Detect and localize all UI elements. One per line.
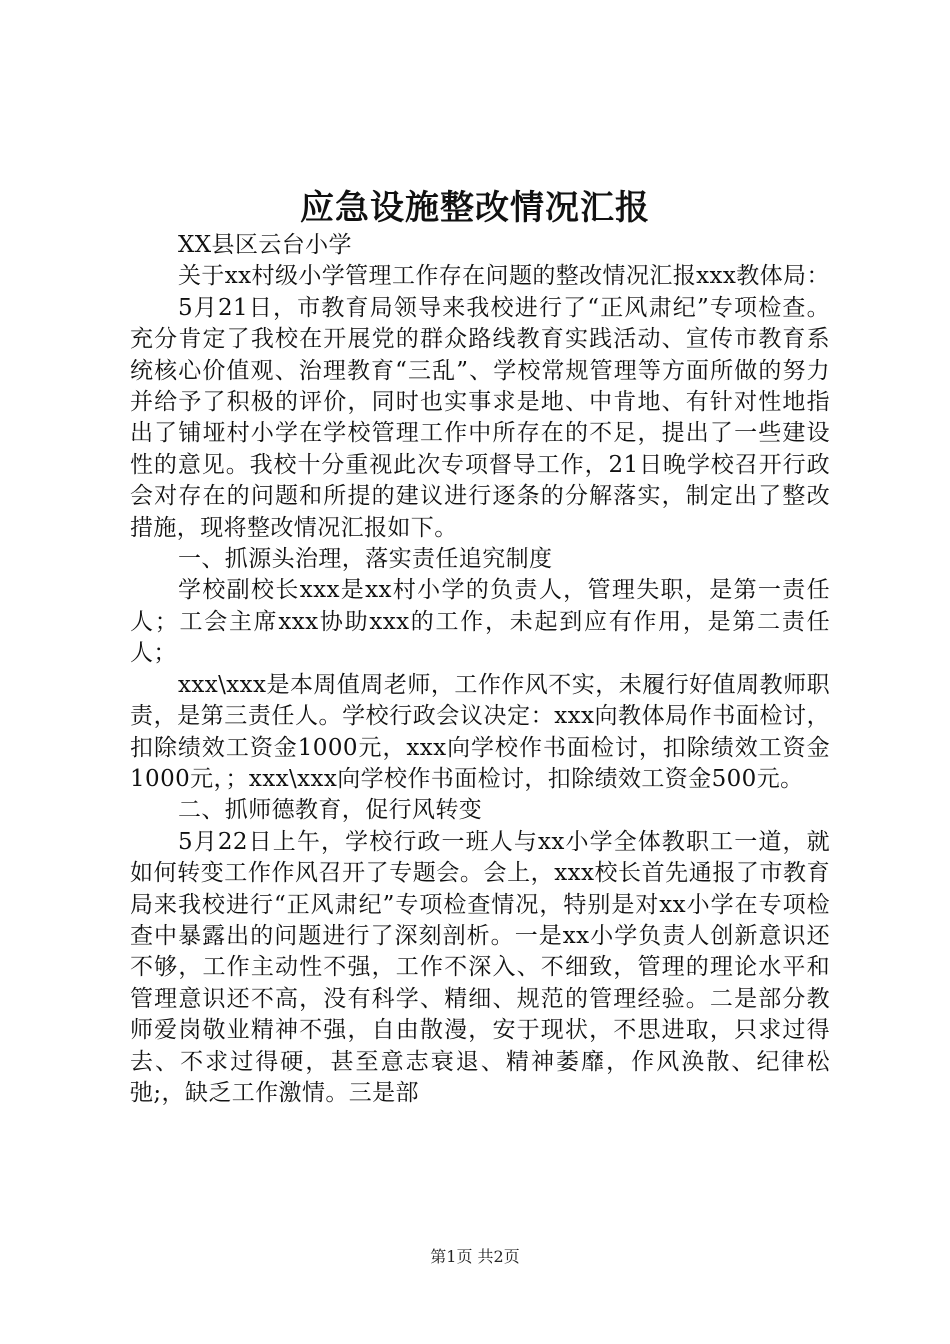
document-body <box>130 230 830 1109</box>
section-heading: 二、抓师德教育，促行风转变 <box>178 797 483 824</box>
page-number: 第1页 共2页 <box>430 1247 520 1266</box>
school-name: XX县区云台小学 <box>178 232 352 258</box>
body-paragraph: xxx\xxx是本周值周老师，工作作风不实，未履行好值周教师职责，是第三责任人。学校行政会议决定：xxx向教体局作书面检讨，扣除绩效工资金1000元，xxx向学校作书面检讨，扣除绩效工资金1000元，；xxx\xxx向学校作书面检讨，扣除绩效工资金500元。 <box>130 671 830 792</box>
body-paragraph: 5月22日上午，学校行政一班人与xx小学全体教职工一道，就如何转变工作作风召开了专题会。会上，xxx校长首先通报了市教育局来我校进行“正风肃纪”专项检查情况，特别是对xx小学在专项检查中暴露出的问题进行了深刻剖析。一是xx小学负责人创新意识还不够，工作主动性不强，工作不深入、不细致，管理的理论水平和管理意识还不高，没有科学、精细、规范的管理经验。二是部分教师爱岗敬业精神不强，自由散漫，安于现状，不思进取，只求过得去、不求过得硬，甚至意志衰退、精神萎靡，作风涣散、纪律松弛;，缺乏工作激情。三是部 <box>130 828 830 1106</box>
body-paragraph: 5月21日，市教育局领导来我校进行了“正风肃纪”专项检查。充分肯定了我校在开展党的群众路线教育实践活动、宣传市教育系统核心价值观、治理教育“三乱”、学校常规管理等方面所做的努力并给予了积极的评价，同时也实事求是地、中肯地、有针对性地指出了铺垭村小学在学校管理工作中所存在的不足，提出了一些建设性的意见。我校十分重视此次专项督导工作，21日晚学校召开行政会对存在的问题和所提的建议进行逐条的分解落实，制定出了整改措施，现将整改情况汇报如下。 <box>130 294 830 541</box>
section-heading: 一、抓源头治理，落实责任追究制度 <box>178 546 553 573</box>
document-title: 应急设施整改情况汇报 <box>300 188 650 228</box>
report-heading-line: 关于xx村级小学管理工作存在问题的整改情况汇报xxx教体局： <box>178 263 830 290</box>
body-paragraph: 学校副校长xxx是xx村小学的负责人，管理失职，是第一责任人；工会主席xxx协助xxx的工作，未起到应有作用，是第二责任人； <box>130 577 830 667</box>
